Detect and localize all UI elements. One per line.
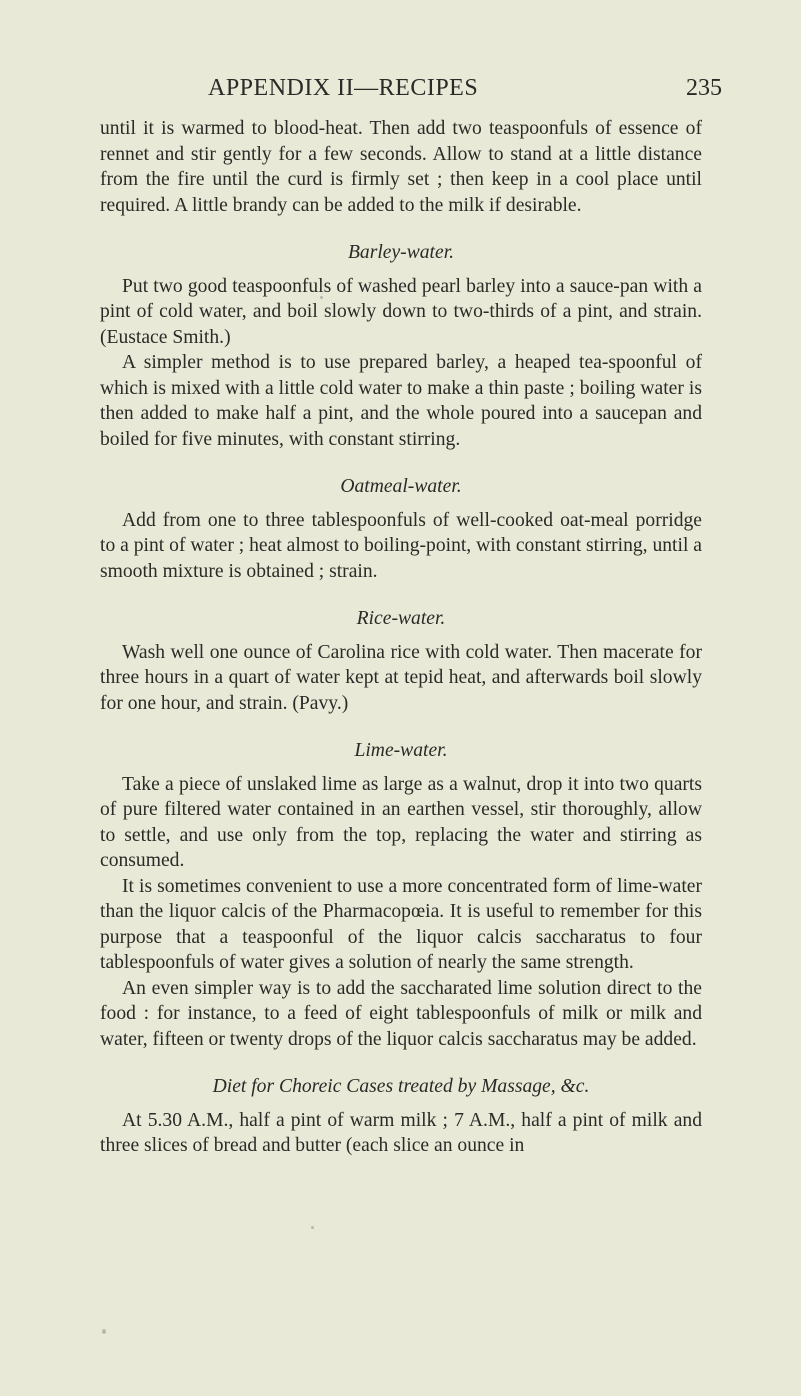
paragraph-diet-1: At 5.30 A.M., half a pint of warm milk ; 7 A.M., half a pint of milk and three slices of bread and butter (each slice an ounce in	[100, 1109, 702, 1156]
paragraph-barley-2: A simpler method is to use prepared barley, a heaped tea-spoonful of which is mixed with a little cold water to make a thin paste ; boiling water is then added to make half a pint, and the whole poured into a saucepan and boiled for five minutes, with constant stirring.	[100, 352, 702, 450]
paragraph-lime-3: An even simpler way is to add the saccharated lime solution direct to the food : for instance, to a feed of eight tablespoonfuls of milk or milk and water, fifteen or twenty drops of the liquor calcis saccharatus may be added.	[100, 977, 702, 1050]
heading-rice-water: Rice-water.	[356, 608, 446, 629]
paragraph-lime-1: Take a piece of unslaked lime as large as a walnut, drop it into two quarts of pure filtered water contained in an earthen vessel, stir thoroughly, allow to settle, and use only from the top, replacing the water and stirring as consumed.	[100, 773, 702, 871]
paper-speck	[102, 1329, 106, 1334]
body-text	[100, 116, 702, 1159]
heading-choreic-diet: Diet for Choreic Cases treated by Massage, &c.	[212, 1076, 590, 1097]
paragraph-lime-2: It is sometimes convenient to use a more concentrated form of lime-water than the liquor calcis of the Pharmacopœia. It is useful to remember for this purpose that a teaspoonful of the liquor calcis saccharatus to four tablespoonfuls of water gives a solution of nearly the same strength.	[100, 875, 702, 973]
heading-oatmeal-water: Oatmeal-water.	[340, 476, 462, 497]
paragraph-barley-1: Put two good teaspoonfuls of washed pearl barley into a sauce-pan with a pint of cold water, and boil slowly down to two-thirds of a pint, and strain. (Eustace Smith.)	[100, 275, 702, 348]
paper-speck	[320, 296, 323, 299]
running-title: APPENDIX II—RECIPES	[208, 75, 479, 101]
heading-lime-water: Lime-water.	[354, 740, 448, 761]
running-head	[0, 75, 801, 105]
page-number: 235	[686, 75, 722, 101]
paper-speck	[311, 1226, 314, 1229]
paragraph-oatmeal-1: Add from one to three tablespoonfuls of well-cooked oat-meal porridge to a pint of water ; heat almost to boiling-point, with constant stirring, until a smooth mixture is obtained ; strain.	[100, 509, 702, 582]
paragraph-rice-1: Wash well one ounce of Carolina rice with cold water. Then macerate for three hours in a quart of water kept at tepid heat, and afterwards boil slowly for one hour, and strain. (Pavy.)	[100, 641, 702, 714]
heading-barley-water: Barley-water.	[347, 242, 455, 263]
paragraph-intro: until it is warmed to blood-heat. Then add two teaspoonfuls of essence of rennet and stir gently for a few seconds. Allow to stand at a little distance from the fire until the curd is firmly set ; then keep in a cool place until required. A little brandy can be added to the milk if desirable.	[100, 118, 702, 216]
